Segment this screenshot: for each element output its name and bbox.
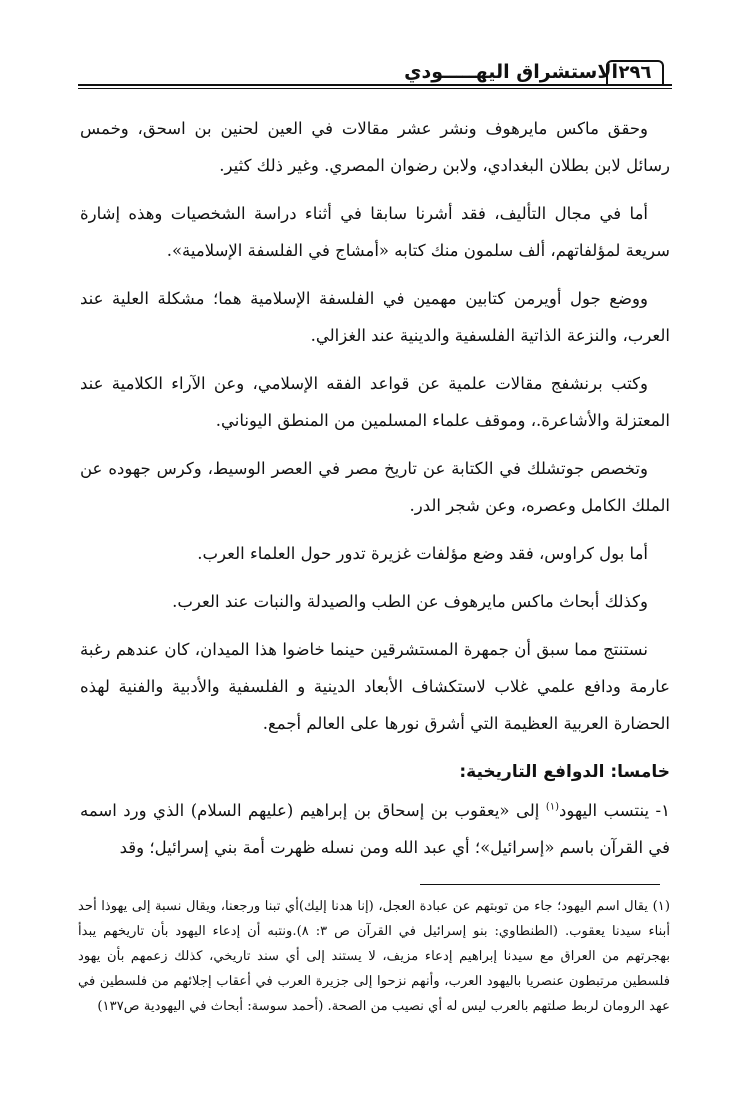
page-header (78, 60, 672, 88)
paragraph: ووضع جول أويرمن كتابين مهمين في الفلسفة الإسلامية هما؛ مشكلة العلية عند العرب، والنزعة الذاتية الفلسفية والدينية عند الغزالي. (80, 289, 670, 345)
paragraph: وحقق ماكس مايرهوف ونشر عشر مقالات في العين لحنين بن اسحق، وخمس رسائل لابن بطلان البغدادي، ولابن رضوان المصري. وغير ذلك كثير. (80, 119, 670, 175)
footnote-text: (١) يقال اسم اليهود؛ جاء من توبتهم عن عبادة العجل، (إنا هدنا إليك)أي تبنا ورجعنا، ويقال نسبة إلى يهوذا أحد أبناء سيدنا يعقوب. (الطنطاوي: بنو إسرائيل في القرآن ص ٣: ٨).ونتبه أن إدعاء اليهود بأن تاريخهم يبدأ بهجرتهم من العراق مع سيدنا إبراهيم إدعاء مزيف، لا يستند إلى أي سند تاريخي، كذلك زعمهم بأن يهود فلسطين مرتبطون عنصريا باليهود العرب، وأنهم نزحوا إلى جزيرة العرب في أعقاب إجلائهم من فلسطين في عهد الرومان لربط صلتهم بالعرب ليس له أي نصيب من الصحة. (أحمد سوسة: أبحاث في اليهودية ص١٣٧) (78, 899, 671, 1014)
paragraph: وكذلك أبحاث ماكس مايرهوف عن الطب والصيدلة والنبات عند العرب. (172, 592, 648, 611)
body-text (80, 110, 670, 866)
footnote-separator (420, 884, 660, 885)
footnote (78, 894, 670, 1019)
page-number: ٢٩٦ (606, 60, 664, 84)
paragraph: أما بول كراوس، فقد وضع مؤلفات غزيرة تدور حول العلماء العرب. (197, 544, 648, 563)
running-title: الاستشراق اليهـــــودي (404, 61, 618, 83)
footnote-reference[interactable]: (١) (545, 801, 560, 813)
paragraph: أما في مجال التأليف، فقد أشرنا سابقا في أثناء دراسة الشخصيات وهذه إشارة سريعة لمؤلفاتهم، ألف سلمون منك كتابه «أمشاج في الفلسفة الإسلامية». (80, 204, 670, 260)
paragraph: وكتب برنشفج مقالات علمية عن قواعد الفقه الإسلامي، وعن الآراء الكلامية عند المعتزلة والأشاعرة.، وموقف علماء المسلمين من المنطق اليوناني. (80, 374, 670, 430)
header-rule (78, 84, 672, 89)
list-item-start: ١- ينتسب اليهود (559, 801, 670, 820)
list-item-text: إلى «يعقوب بن إسحاق بن إبراهيم (عليهم السلام) الذي ورد اسمه في القرآن باسم «إسرائيل»؛ أي عبد الله ومن نسله ظهرت أمة بني إسرائيل؛ وقد (80, 801, 670, 857)
paragraph: وتخصص جوتشلك في الكتابة عن تاريخ مصر في العصر الوسيط، وكرس جهوده عن الملك الكامل وعصره، وعن شجر الدر. (80, 459, 670, 515)
paragraph: نستنتج مما سبق أن جمهرة المستشرقين حينما خاضوا هذا الميدان، كان عندهم رغبة عارمة ودافع علمي غلاب لاستكشاف الأبعاد الدينية و الفلسفية والأدبية والفنية لهذه الحضارة العربية العظيمة التي أشرق نورها على العالم أجمع. (80, 640, 670, 733)
list-item (80, 792, 670, 866)
section-heading: خامسا: الدوافع التاريخية: (459, 762, 670, 782)
